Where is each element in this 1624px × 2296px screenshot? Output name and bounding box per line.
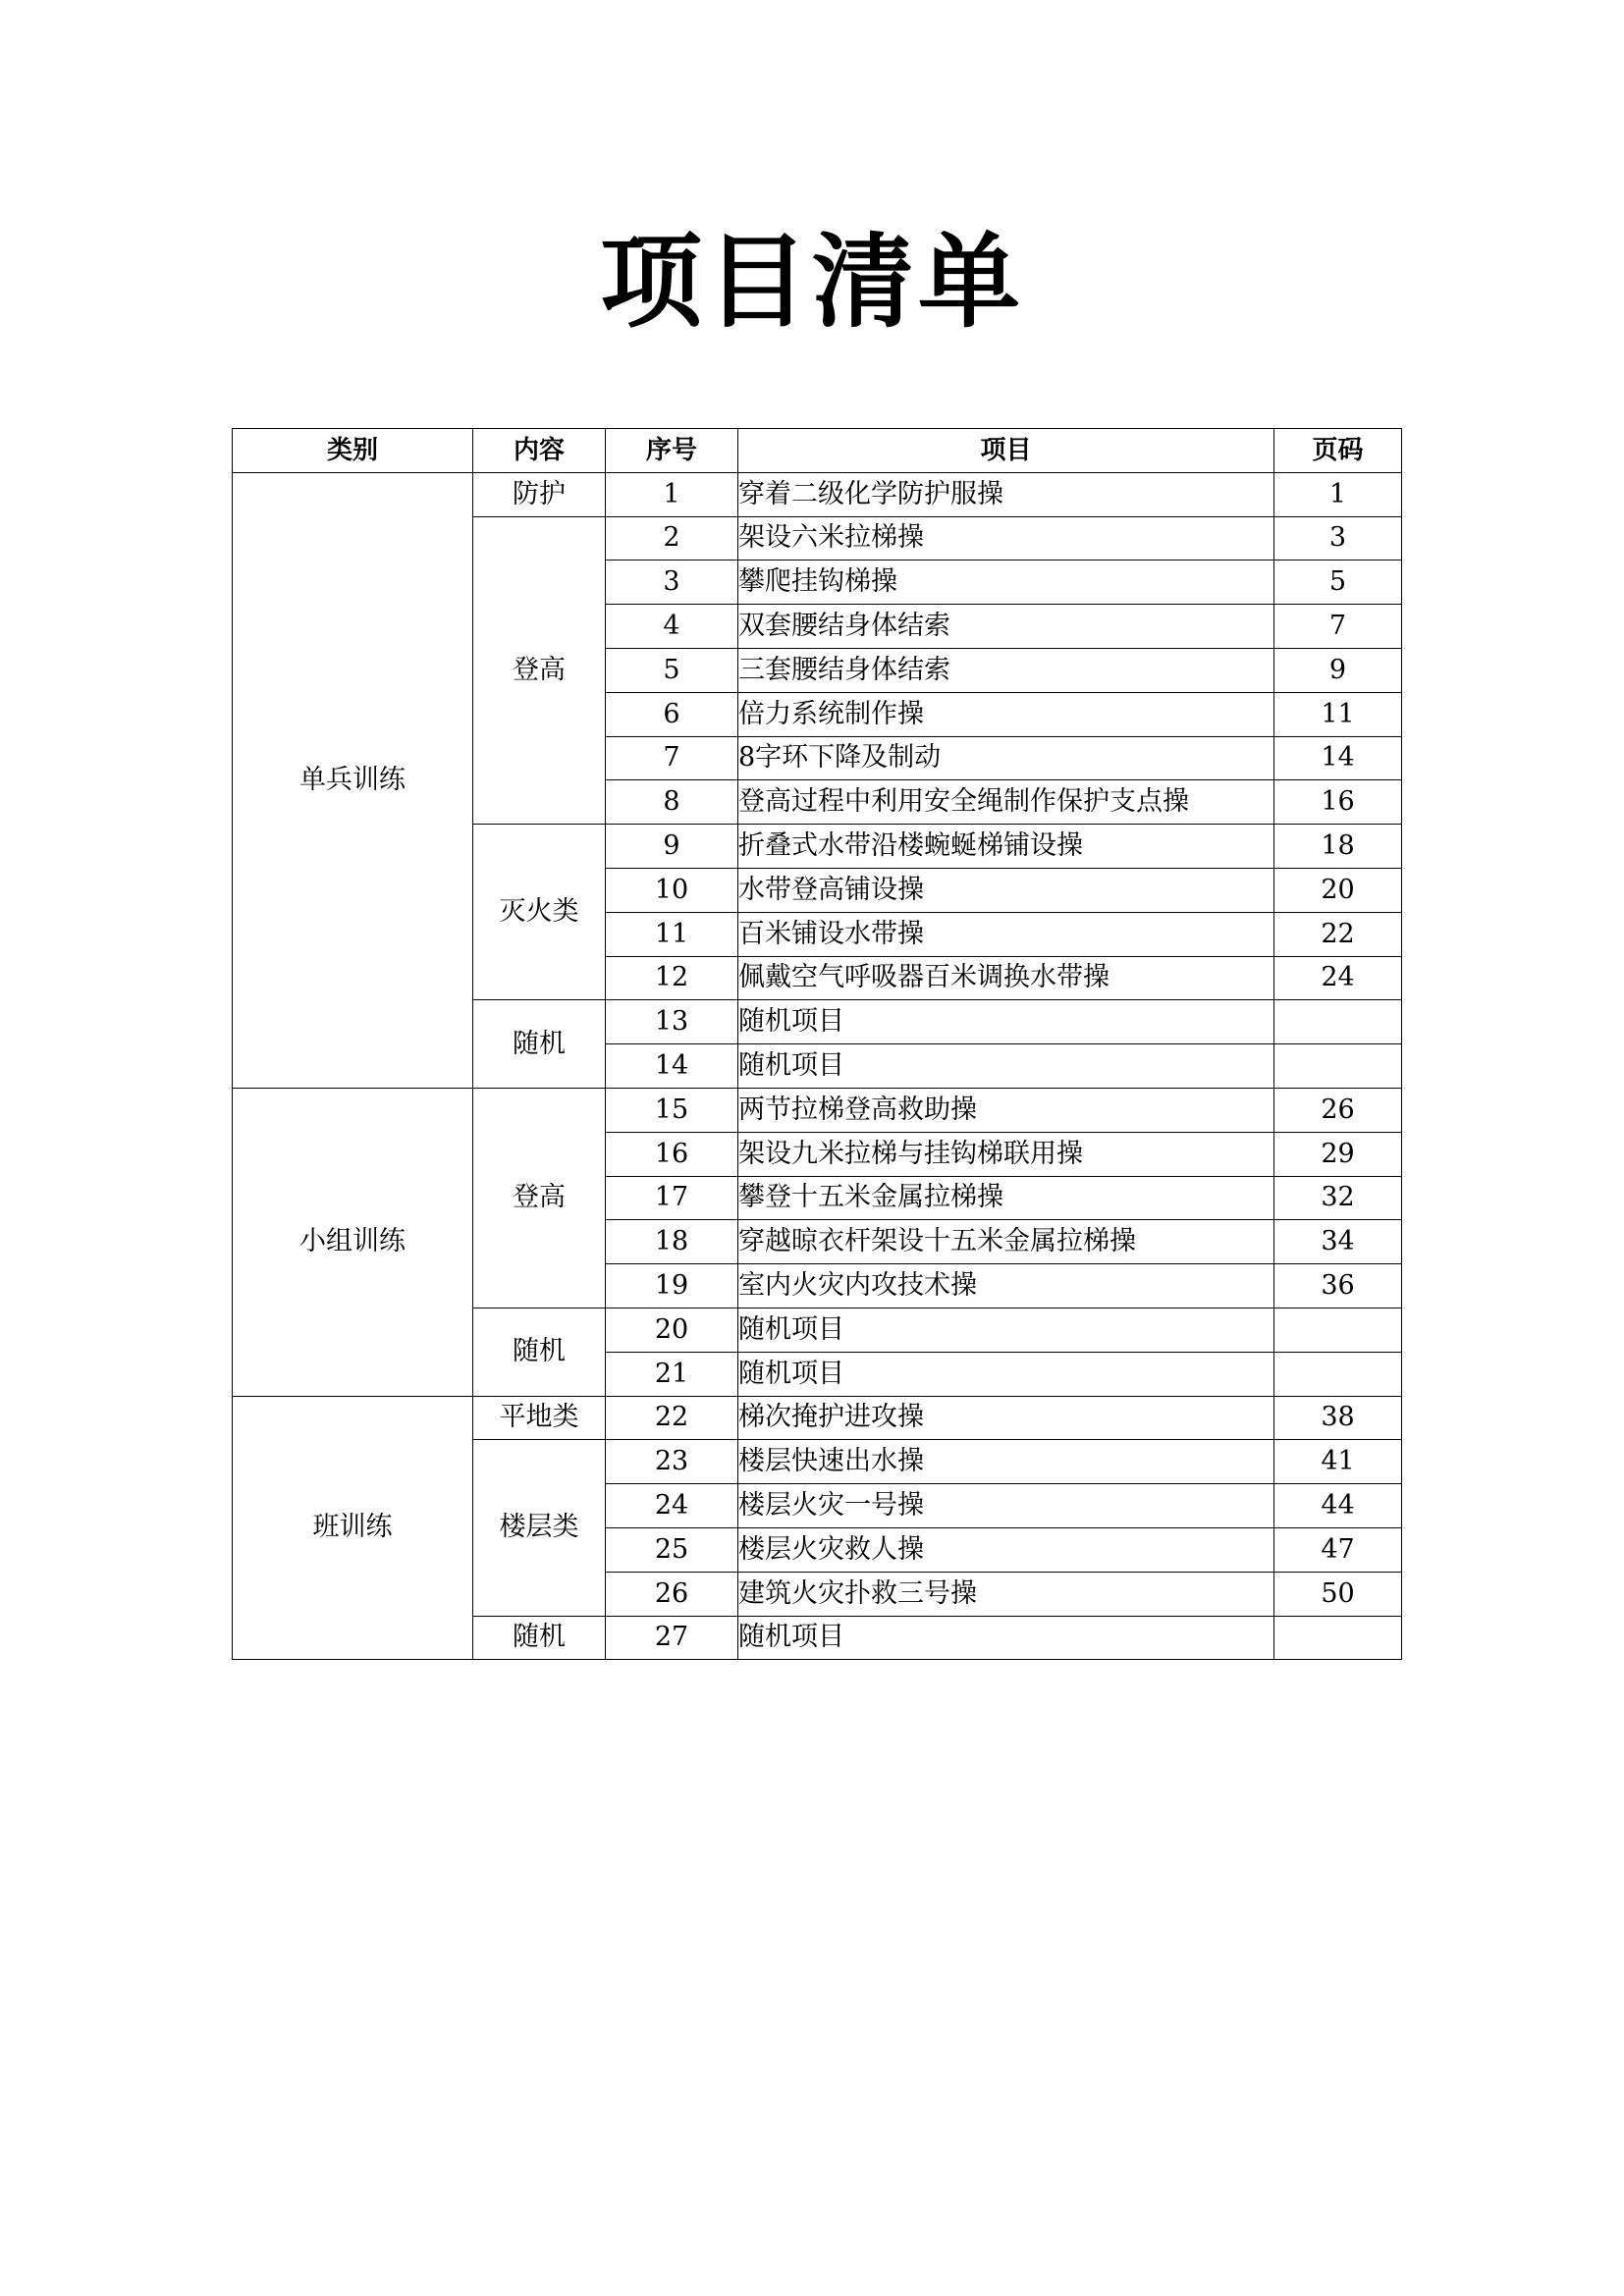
item-name-cell: 折叠式水带沿楼蜿蜒梯铺设操 bbox=[738, 825, 1274, 869]
page-cell: 3 bbox=[1274, 516, 1402, 561]
item-name-cell: 架设六米拉梯操 bbox=[738, 516, 1274, 561]
content-cell: 平地类 bbox=[473, 1396, 606, 1440]
header-number: 序号 bbox=[606, 429, 738, 473]
number-cell: 19 bbox=[606, 1264, 738, 1308]
page-cell: 5 bbox=[1274, 561, 1402, 605]
item-name-cell: 随机项目 bbox=[738, 1000, 1274, 1044]
page-cell: 47 bbox=[1274, 1527, 1402, 1572]
category-cell: 单兵训练 bbox=[233, 472, 473, 1088]
category-cell: 小组训练 bbox=[233, 1088, 473, 1396]
item-name-cell: 建筑火灾扑救三号操 bbox=[738, 1572, 1274, 1616]
content-cell: 登高 bbox=[473, 516, 606, 825]
number-cell: 17 bbox=[606, 1176, 738, 1220]
item-name-cell: 随机项目 bbox=[738, 1044, 1274, 1089]
content-cell: 防护 bbox=[473, 472, 606, 516]
header-item: 项目 bbox=[738, 429, 1274, 473]
item-name-cell: 室内火灾内攻技术操 bbox=[738, 1264, 1274, 1308]
number-cell: 4 bbox=[606, 605, 738, 649]
page-cell: 16 bbox=[1274, 780, 1402, 825]
item-name-cell: 百米铺设水带操 bbox=[738, 912, 1274, 956]
number-cell: 15 bbox=[606, 1088, 738, 1132]
header-page: 页码 bbox=[1274, 429, 1402, 473]
content-cell: 随机 bbox=[473, 1616, 606, 1660]
number-cell: 8 bbox=[606, 780, 738, 825]
item-name-cell: 随机项目 bbox=[738, 1308, 1274, 1352]
number-cell: 9 bbox=[606, 825, 738, 869]
number-cell: 3 bbox=[606, 561, 738, 605]
item-name-cell: 水带登高铺设操 bbox=[738, 868, 1274, 912]
number-cell: 12 bbox=[606, 956, 738, 1000]
number-cell: 18 bbox=[606, 1220, 738, 1264]
page-cell bbox=[1274, 1308, 1402, 1352]
category-cell: 班训练 bbox=[233, 1396, 473, 1660]
item-name-cell: 攀爬挂钩梯操 bbox=[738, 561, 1274, 605]
item-name-cell: 攀登十五米金属拉梯操 bbox=[738, 1176, 1274, 1220]
table-body bbox=[233, 472, 1402, 1660]
page-cell: 36 bbox=[1274, 1264, 1402, 1308]
content-cell: 随机 bbox=[473, 1000, 606, 1089]
number-cell: 2 bbox=[606, 516, 738, 561]
item-name-cell: 双套腰结身体结索 bbox=[738, 605, 1274, 649]
item-name-cell: 梯次掩护进攻操 bbox=[738, 1396, 1274, 1440]
page-cell: 9 bbox=[1274, 648, 1402, 692]
item-name-cell: 三套腰结身体结索 bbox=[738, 648, 1274, 692]
table-row bbox=[233, 472, 1402, 516]
item-name-cell: 登高过程中利用安全绳制作保护支点操 bbox=[738, 780, 1274, 825]
item-name-cell: 随机项目 bbox=[738, 1352, 1274, 1396]
page-cell: 20 bbox=[1274, 868, 1402, 912]
item-name-cell: 楼层火灾一号操 bbox=[738, 1484, 1274, 1528]
item-name-cell: 随机项目 bbox=[738, 1616, 1274, 1660]
number-cell: 11 bbox=[606, 912, 738, 956]
number-cell: 6 bbox=[606, 692, 738, 736]
page-cell: 22 bbox=[1274, 912, 1402, 956]
page-cell: 29 bbox=[1274, 1132, 1402, 1176]
number-cell: 20 bbox=[606, 1308, 738, 1352]
page-title: 项目清单 bbox=[599, 222, 1024, 342]
table-row bbox=[233, 1088, 1402, 1132]
item-name-cell: 8字环下降及制动 bbox=[738, 736, 1274, 780]
item-name-cell: 穿越晾衣杆架设十五米金属拉梯操 bbox=[738, 1220, 1274, 1264]
page-cell: 44 bbox=[1274, 1484, 1402, 1528]
number-cell: 16 bbox=[606, 1132, 738, 1176]
page-cell bbox=[1274, 1352, 1402, 1396]
item-name-cell: 穿着二级化学防护服操 bbox=[738, 472, 1274, 516]
number-cell: 23 bbox=[606, 1440, 738, 1484]
number-cell: 14 bbox=[606, 1044, 738, 1089]
number-cell: 21 bbox=[606, 1352, 738, 1396]
number-cell: 1 bbox=[606, 472, 738, 516]
page-cell: 11 bbox=[1274, 692, 1402, 736]
table-row bbox=[233, 1396, 1402, 1440]
page-cell: 41 bbox=[1274, 1440, 1402, 1484]
page-cell: 34 bbox=[1274, 1220, 1402, 1264]
content-cell: 灭火类 bbox=[473, 825, 606, 1000]
number-cell: 10 bbox=[606, 868, 738, 912]
page-cell: 18 bbox=[1274, 825, 1402, 869]
table-header-row bbox=[233, 429, 1402, 473]
page-cell: 24 bbox=[1274, 956, 1402, 1000]
page-cell: 7 bbox=[1274, 605, 1402, 649]
number-cell: 27 bbox=[606, 1616, 738, 1660]
page-cell bbox=[1274, 1000, 1402, 1044]
item-name-cell: 倍力系统制作操 bbox=[738, 692, 1274, 736]
item-name-cell: 佩戴空气呼吸器百米调换水带操 bbox=[738, 956, 1274, 1000]
number-cell: 25 bbox=[606, 1527, 738, 1572]
header-content: 内容 bbox=[473, 429, 606, 473]
content-cell: 登高 bbox=[473, 1088, 606, 1308]
header-category: 类别 bbox=[233, 429, 473, 473]
number-cell: 22 bbox=[606, 1396, 738, 1440]
number-cell: 5 bbox=[606, 648, 738, 692]
page-cell: 50 bbox=[1274, 1572, 1402, 1616]
content-cell: 楼层类 bbox=[473, 1440, 606, 1616]
item-name-cell: 楼层快速出水操 bbox=[738, 1440, 1274, 1484]
number-cell: 7 bbox=[606, 736, 738, 780]
project-list-table bbox=[232, 428, 1402, 1660]
number-cell: 13 bbox=[606, 1000, 738, 1044]
item-name-cell: 两节拉梯登高救助操 bbox=[738, 1088, 1274, 1132]
item-name-cell: 楼层火灾救人操 bbox=[738, 1527, 1274, 1572]
page-cell bbox=[1274, 1044, 1402, 1089]
page-cell bbox=[1274, 1616, 1402, 1660]
page-cell: 38 bbox=[1274, 1396, 1402, 1440]
number-cell: 24 bbox=[606, 1484, 738, 1528]
page-cell: 14 bbox=[1274, 736, 1402, 780]
content-cell: 随机 bbox=[473, 1308, 606, 1396]
page-cell: 26 bbox=[1274, 1088, 1402, 1132]
item-name-cell: 架设九米拉梯与挂钩梯联用操 bbox=[738, 1132, 1274, 1176]
number-cell: 26 bbox=[606, 1572, 738, 1616]
page-cell: 1 bbox=[1274, 472, 1402, 516]
page-cell: 32 bbox=[1274, 1176, 1402, 1220]
